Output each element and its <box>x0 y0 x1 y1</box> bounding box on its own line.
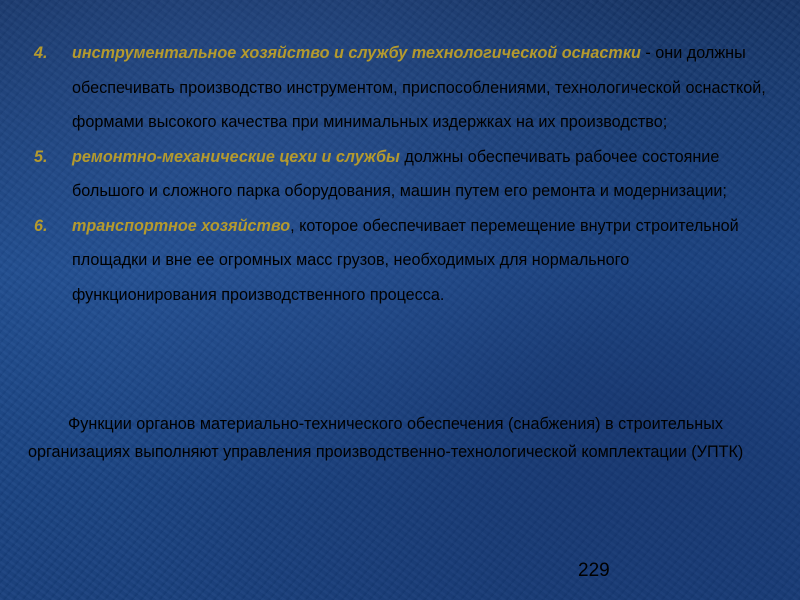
list-item <box>34 140 774 209</box>
body-paragraph: Функции органов материально-технического обеспечения (снабжения) в строительных организациях выполняют управления производственно-технологической комплектации (УПТК) <box>28 415 744 461</box>
list-item-text: должны обеспечивать рабочее состояние большого и сложного парка оборудования, машин путем его ремонта и модернизации; <box>72 147 727 200</box>
list-item-number: 4. <box>34 44 48 62</box>
list-item-term: инструментальное хозяйство и службу технологической оснастки <box>72 44 641 62</box>
list-item-number: 5. <box>34 147 48 166</box>
list-item-text: , которое обеспечивает перемещение внутри строительной площадки и вне ее огромных масс грузов, необходимых для нормального функционирования производственного процесса. <box>72 216 739 304</box>
list-item-term: транспортное хозяйство <box>72 216 291 235</box>
list-item-text: - они должны обеспечивать производство инструментом, приспособлениями, технологической оснасткой, формами высокого качества при минимальных издержках на их производство; <box>72 44 766 131</box>
page-number: 229 <box>578 560 610 581</box>
list-item-term: ремонтно-механические цехи и службы <box>72 147 400 166</box>
numbered-list <box>34 36 774 312</box>
list-item-number: 6. <box>34 216 48 235</box>
list-item <box>34 36 774 140</box>
list-item <box>34 209 774 313</box>
